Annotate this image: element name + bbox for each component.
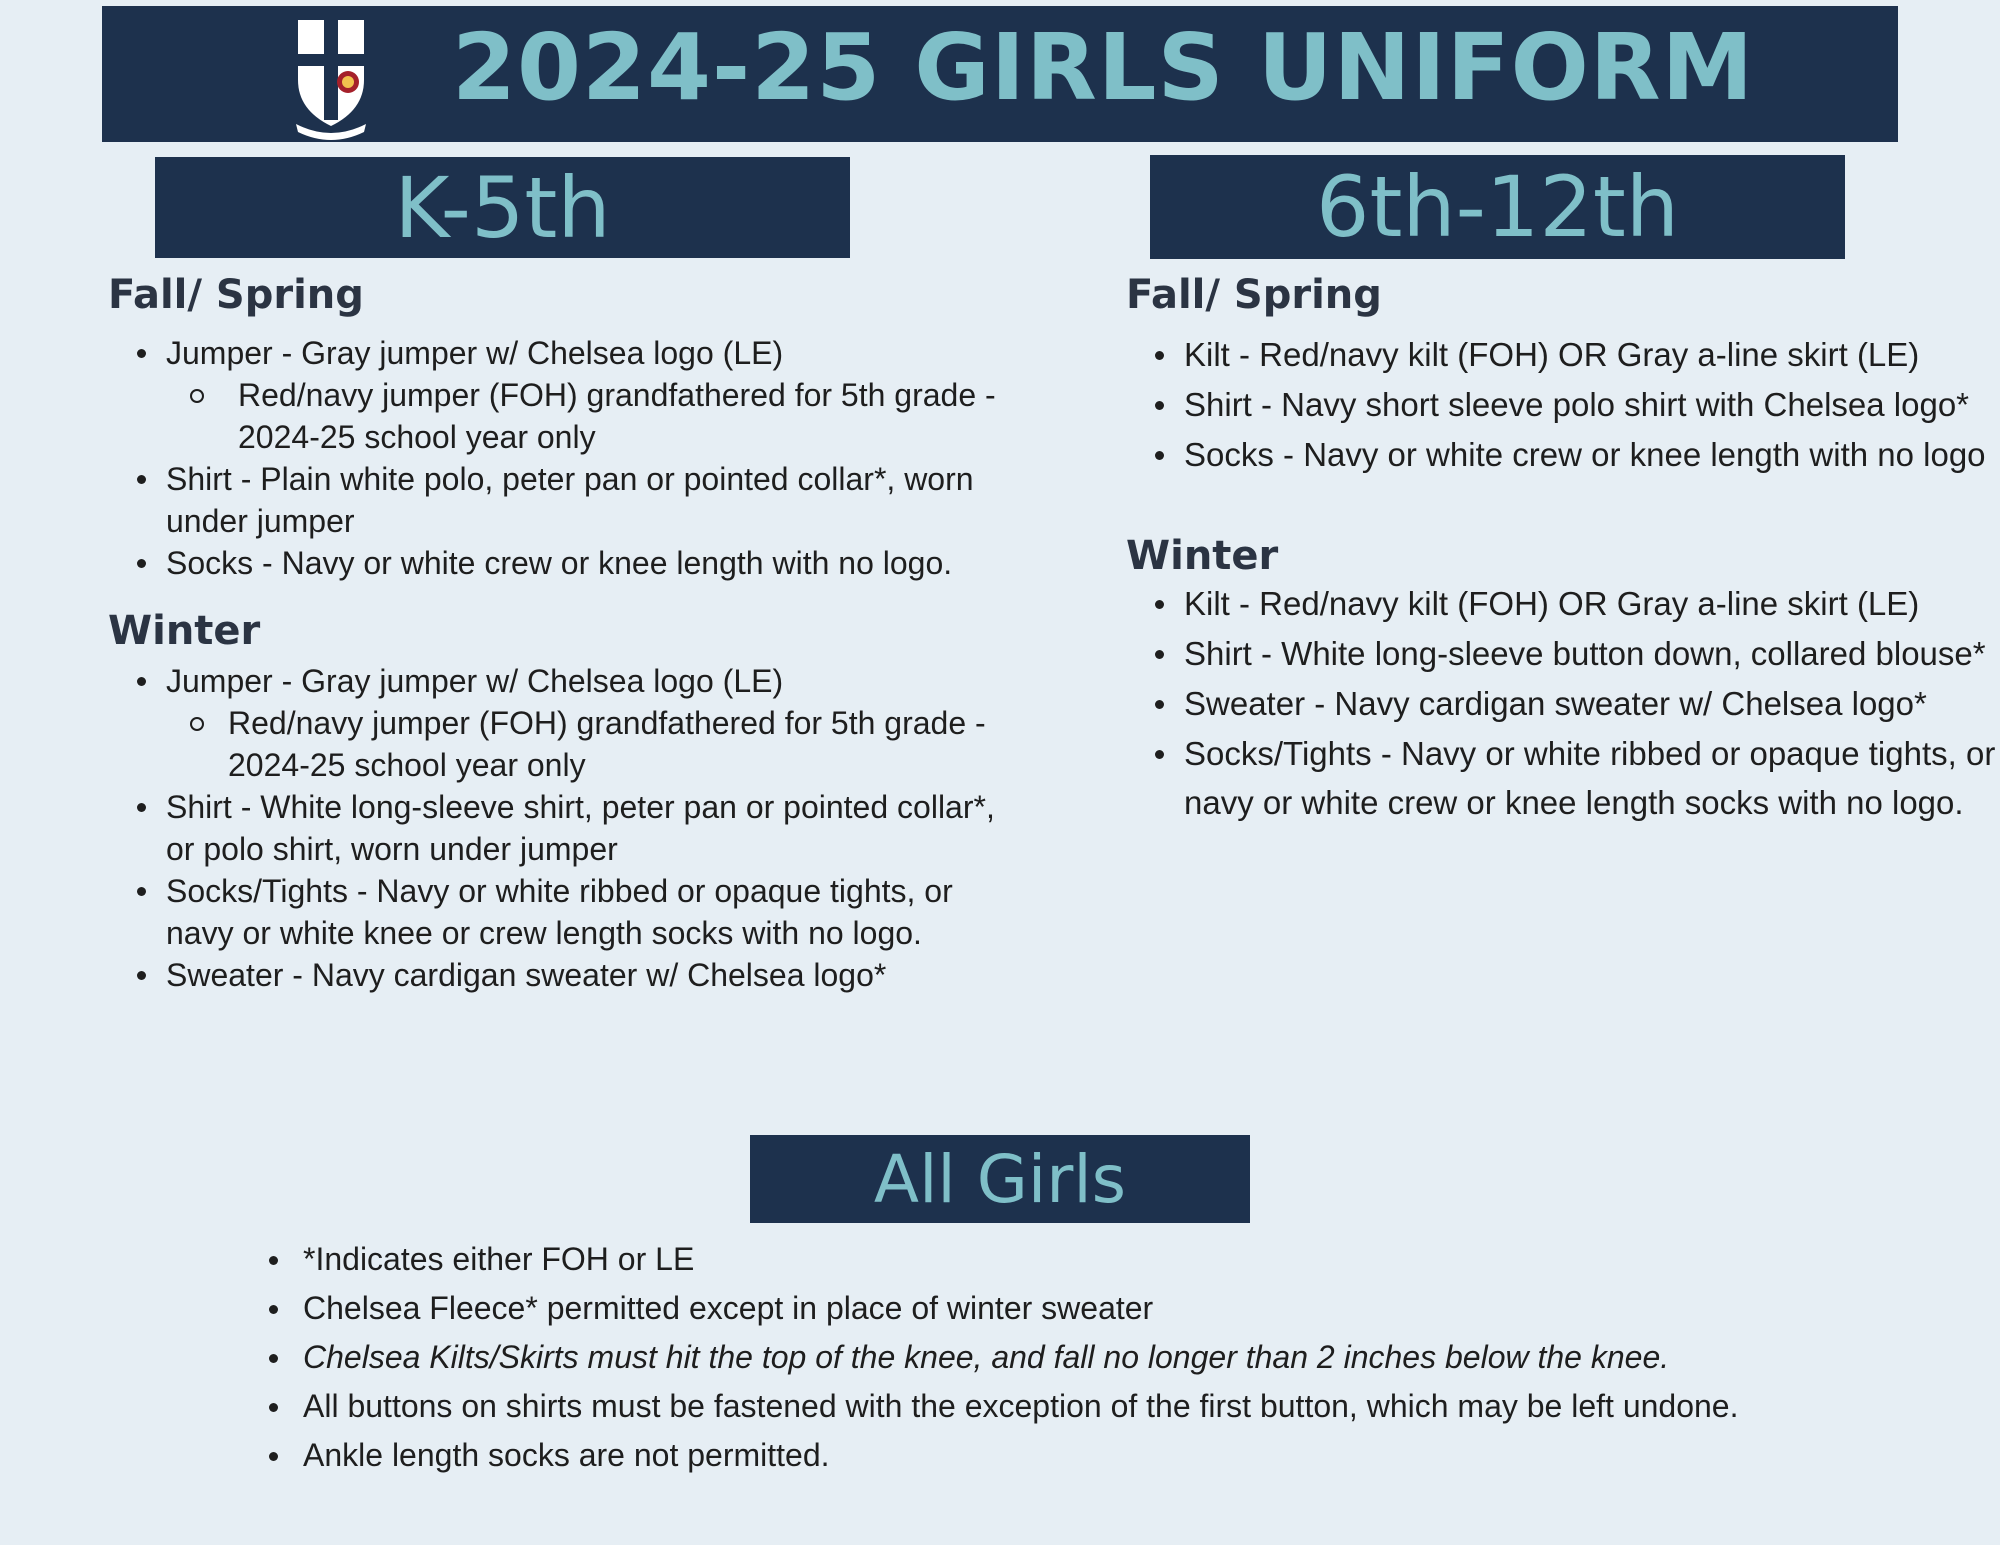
sub-list-item: Red/navy jumper (FOH) grandfathered for 5th grade - 2024-25 school year only xyxy=(166,374,998,458)
all-girls-section xyxy=(245,1235,1875,1480)
list-item: Kilt - Red/navy kilt (FOH) OR Gray a-line skirt (LE) xyxy=(1126,330,1996,379)
list-item: Kilt - Red/navy kilt (FOH) OR Gray a-line skirt (LE) xyxy=(1126,579,1996,628)
g612-winter-title: Winter xyxy=(1126,533,1279,579)
list-item: *Indicates either FOH or LE xyxy=(245,1235,1875,1284)
list-item: Shirt - Navy short sleeve polo shirt with Chelsea logo* xyxy=(1126,380,1996,429)
all-girls-list xyxy=(245,1235,1875,1480)
list-item: Shirt - White long-sleeve shirt, peter pan or pointed collar*, or polo shirt, worn under jumper xyxy=(108,786,998,870)
list-item: Jumper - Gray jumper w/ Chelsea logo (LE) Red/navy jumper (FOH) grandfathered for 5th grade - 2024-25 school year only xyxy=(108,332,998,458)
list-item: Chelsea Kilts/Skirts must hit the top of the knee, and fall no longer than 2 inches below the knee. xyxy=(245,1333,1875,1382)
g612-winter-list xyxy=(1126,579,1996,827)
k5-winter-list xyxy=(108,660,998,996)
g612-column xyxy=(1126,272,1996,828)
list-item: All buttons on shirts must be fastened with the exception of the first button, which may be left undone. xyxy=(245,1382,1875,1431)
page-title: 2024-25 GIRLS UNIFORM xyxy=(452,14,1755,121)
all-girls-heading: All Girls xyxy=(750,1135,1250,1223)
list-item: Shirt - White long-sleeve button down, collared blouse* xyxy=(1126,629,1996,678)
list-item: Socks/Tights - Navy or white ribbed or opaque tights, or navy or white crew or knee length socks with no logo. xyxy=(1126,729,1996,827)
list-item: Sweater - Navy cardigan sweater w/ Chelsea logo* xyxy=(1126,679,1996,728)
k5-column xyxy=(108,272,998,996)
k5-winter-title: Winter xyxy=(108,608,261,654)
list-item: Jumper - Gray jumper w/ Chelsea logo (LE) Red/navy jumper (FOH) grandfathered for 5th grade - 2024-25 school year only xyxy=(108,660,998,786)
list-item: Ankle length socks are not permitted. xyxy=(245,1431,1875,1480)
k5-heading: K-5th xyxy=(155,157,850,258)
list-item: Socks/Tights - Navy or white ribbed or opaque tights, or navy or white knee or crew length socks with no logo. xyxy=(108,870,998,954)
list-item: Socks - Navy or white crew or knee length with no logo xyxy=(1126,430,1996,479)
school-crest-icon xyxy=(292,18,370,140)
g612-heading: 6th-12th xyxy=(1150,155,1845,259)
g612-fall-spring-list xyxy=(1126,330,1996,479)
k5-fall-spring-title: Fall/ Spring xyxy=(108,272,364,318)
list-item: Socks - Navy or white crew or knee length with no logo. xyxy=(108,542,998,584)
list-item: Chelsea Fleece* permitted except in place of winter sweater xyxy=(245,1284,1875,1333)
g612-fall-spring-title: Fall/ Spring xyxy=(1126,272,1382,318)
sub-list-item: Red/navy jumper (FOH) grandfathered for 5th grade - 2024-25 school year only xyxy=(166,702,998,786)
list-item: Sweater - Navy cardigan sweater w/ Chelsea logo* xyxy=(108,954,998,996)
list-item: Shirt - Plain white polo, peter pan or pointed collar*, worn under jumper xyxy=(108,458,998,542)
k5-fall-spring-list xyxy=(108,332,998,584)
